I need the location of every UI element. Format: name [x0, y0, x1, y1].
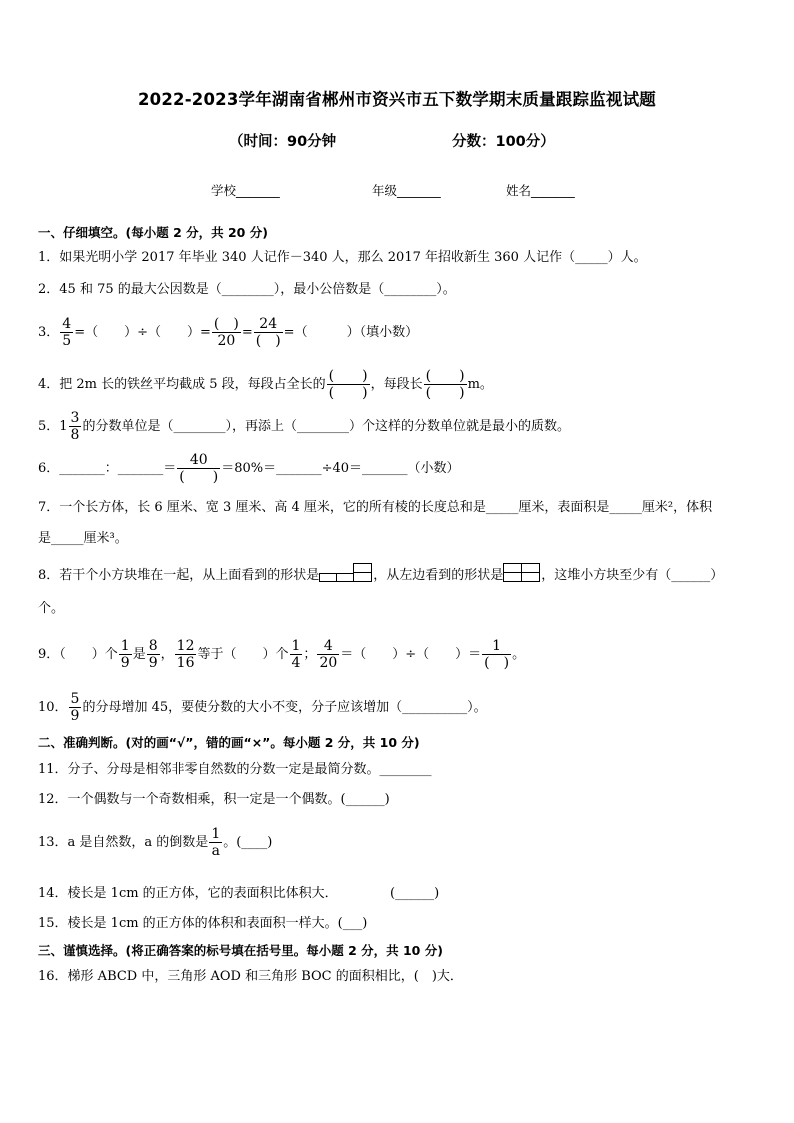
fraction	[424, 368, 467, 401]
numerator: 5	[70, 691, 80, 707]
question-1: 1．如果光明小学 2017 年毕业 340 人记作－340 人，那么 2017 年招收新生 360 人记作（_____）人。	[38, 250, 647, 265]
question-12: 12．一个偶数与一个奇数相乘，积一定是一个偶数。(______)	[38, 792, 390, 807]
fraction	[175, 638, 197, 671]
question-13	[38, 826, 272, 859]
denominator: 9	[148, 655, 158, 672]
q4-tail-text: m。	[467, 377, 493, 393]
top-view-figure	[319, 567, 373, 580]
q8-mid-text: ，从左边看到的形状是	[373, 568, 504, 583]
denominator: 16	[176, 655, 195, 672]
name-field: 姓名_______	[506, 183, 575, 198]
q5-tail-text: 的分数单位是（________），再添上（________）个这样的分数单位就是最小的质数。	[82, 419, 570, 435]
fraction	[119, 638, 132, 671]
section-judgment-heading: 二、准确判断。(对的画“√”，错的画“×”。每小题 2 分，共 10 分)	[38, 735, 420, 750]
q3-mid-text: =（ ）÷（ ）=	[74, 325, 211, 341]
numerator: 8	[148, 638, 158, 654]
view-cell	[336, 573, 354, 582]
equals: =	[241, 325, 253, 341]
numerator: 1	[291, 638, 301, 654]
q9-text: ，	[160, 647, 174, 663]
q6-head-text: 6．_______：_______＝	[38, 461, 177, 477]
question-number: 9．（ ）个	[38, 647, 118, 663]
numerator: ( )	[425, 368, 465, 384]
question-3	[38, 316, 418, 349]
question-16: 16．梯形 ABCD 中，三角形 AOD 和三角形 BOC 的面积相比，( )大．	[38, 969, 463, 984]
denominator: ( )	[179, 469, 219, 486]
question-14: 14．棱长是 1cm 的正方体，它的表面积比体积大．	[38, 886, 338, 901]
question-4	[38, 368, 493, 401]
fraction	[177, 452, 220, 485]
q9-text: 。	[512, 647, 526, 663]
numerator: 24	[254, 316, 283, 333]
numerator: 12	[176, 638, 195, 654]
question-2: 2．45 和 75 的最大公因数是（________），最小公倍数是（________）。	[38, 282, 456, 297]
numerator: 1	[482, 638, 511, 655]
grade-field: 年级_______	[372, 183, 441, 198]
fraction	[327, 368, 370, 401]
view-cell	[503, 572, 522, 582]
q13-tail-text: 。(____)	[223, 835, 273, 851]
q6-tail-text: ＝80%＝_______÷40＝_______（小数）	[221, 461, 460, 477]
q13-head-text: 13．a 是自然数，a 的倒数是	[38, 835, 209, 851]
section-choice-heading: 三、谨慎选择。(将正确答案的标号填在括号里。每小题 2 分，共 10 分)	[38, 943, 443, 958]
numerator: 4	[62, 316, 72, 332]
question-11: 11．分子、分母是相邻非零自然数的分数一定是最简分数。________	[38, 762, 432, 777]
numerator: 40	[177, 452, 220, 469]
numerator: 4	[317, 638, 339, 655]
fraction	[69, 691, 82, 724]
question-6	[38, 452, 460, 485]
fraction	[212, 316, 241, 349]
fraction	[69, 410, 82, 443]
exam-time: （时间：90分钟	[229, 134, 337, 150]
denominator: 20	[319, 655, 338, 672]
denominator: 9	[70, 708, 80, 725]
answer-blank: (______)	[390, 886, 440, 901]
question-7-line-1: 7．一个长方体，长 6 厘米、宽 3 厘米、高 4 厘米，它的所有棱的长度总和是_____厘米，表面积是_____厘米²，体积	[38, 500, 713, 515]
denominator: 9	[120, 655, 130, 672]
denominator: 20	[217, 333, 236, 350]
view-cell	[353, 563, 372, 573]
denominator: ( )	[328, 385, 368, 402]
denominator: 4	[291, 655, 301, 672]
left-view-figure	[503, 567, 541, 580]
question-8-line-2: 个。	[38, 601, 65, 616]
fraction	[290, 638, 303, 671]
question-number: 10．	[38, 700, 68, 716]
school-field: 学校_______	[211, 183, 280, 198]
q9-text: ；	[303, 647, 317, 663]
question-10	[38, 691, 487, 724]
numerator: 1	[120, 638, 130, 654]
fraction	[147, 638, 160, 671]
q4-head-text: 4．把 2m 长的铁丝平均截成 5 段，每段占全长的	[38, 377, 326, 393]
denominator: ( )	[425, 385, 465, 402]
numerator: ( )	[328, 368, 368, 384]
question-7-line-2: 是_____厘米³。	[38, 531, 128, 546]
q9-text: 是	[132, 647, 146, 663]
q9-text: 等于（ ）个	[197, 647, 289, 663]
view-cell	[319, 573, 337, 582]
question-number: 3．	[38, 325, 60, 341]
q3-tail-text: =（ ）（填小数）	[283, 325, 419, 341]
numerator: 1	[211, 826, 221, 842]
q10-tail-text: 的分母增加 45，要使分数的大小不变，分子应该增加（__________）。	[82, 700, 487, 716]
fraction	[317, 638, 339, 671]
exam-score: 分数：100分）	[452, 134, 555, 150]
q9-text: ＝（ ）÷（ ）＝	[340, 647, 482, 663]
fraction	[60, 316, 73, 349]
q8-head-text: 8．若干个小方块堆在一起，从上面看到的形状是	[38, 568, 320, 583]
denominator: 5	[62, 333, 72, 350]
denominator: a	[211, 843, 220, 860]
page-title: 2022-2023学年湖南省郴州市资兴市五下数学期末质量跟踪监视试题	[138, 90, 656, 109]
fraction	[254, 316, 283, 349]
denominator: ( )	[484, 655, 510, 672]
denominator: 8	[70, 427, 80, 444]
fraction	[482, 638, 511, 671]
section-fill-in-heading: 一、仔细填空。(每小题 2 分，共 20 分)	[38, 225, 268, 240]
numerator: 3	[70, 410, 80, 426]
denominator: ( )	[255, 333, 281, 350]
question-8	[38, 568, 723, 584]
view-cell	[521, 572, 540, 582]
q8-tail-text: ，这堆小方块至少有（______）	[541, 568, 724, 583]
question-5	[38, 410, 570, 443]
question-9	[38, 638, 525, 671]
question-15: 15．棱长是 1cm 的正方体的体积和表面积一样大。(___)	[38, 916, 368, 931]
fraction	[209, 826, 222, 859]
numerator: ( )	[213, 316, 239, 332]
q4-mid-text: ，每段长	[370, 377, 423, 393]
question-number: 5．1	[38, 419, 68, 435]
